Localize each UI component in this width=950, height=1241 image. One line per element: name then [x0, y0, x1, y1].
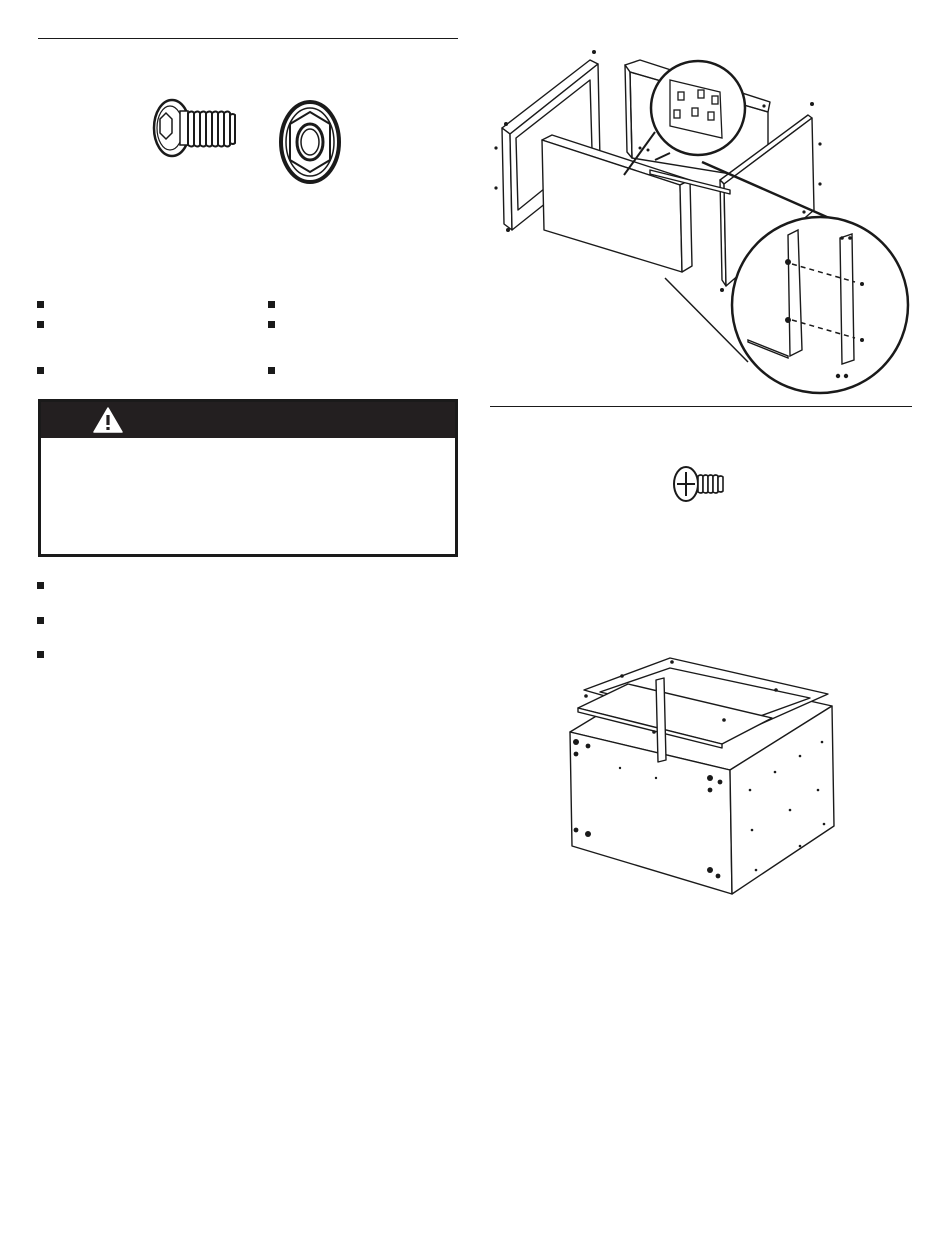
bullet-marker: [268, 367, 275, 374]
warning-header: [41, 402, 455, 438]
section-rule-left: [38, 38, 458, 39]
warning-triangle-icon: [93, 407, 123, 433]
hex-socket-bolt-icon: [150, 95, 245, 165]
bullet-marker: [37, 617, 44, 624]
bullet-marker: [37, 651, 44, 658]
bullet-marker: [37, 321, 44, 328]
flange-nut-icon: [278, 98, 343, 186]
bullet-marker: [37, 582, 44, 589]
warning-box: [38, 399, 458, 557]
phillips-screw-icon: [672, 464, 730, 504]
section-rule-right: [490, 406, 912, 407]
assembled-pedestal-box: [560, 650, 850, 900]
bullet-marker: [37, 301, 44, 308]
exploded-cabinet-assembly: [490, 40, 920, 400]
bullet-marker: [37, 367, 44, 374]
bullet-marker: [268, 301, 275, 308]
bullet-marker: [268, 321, 275, 328]
